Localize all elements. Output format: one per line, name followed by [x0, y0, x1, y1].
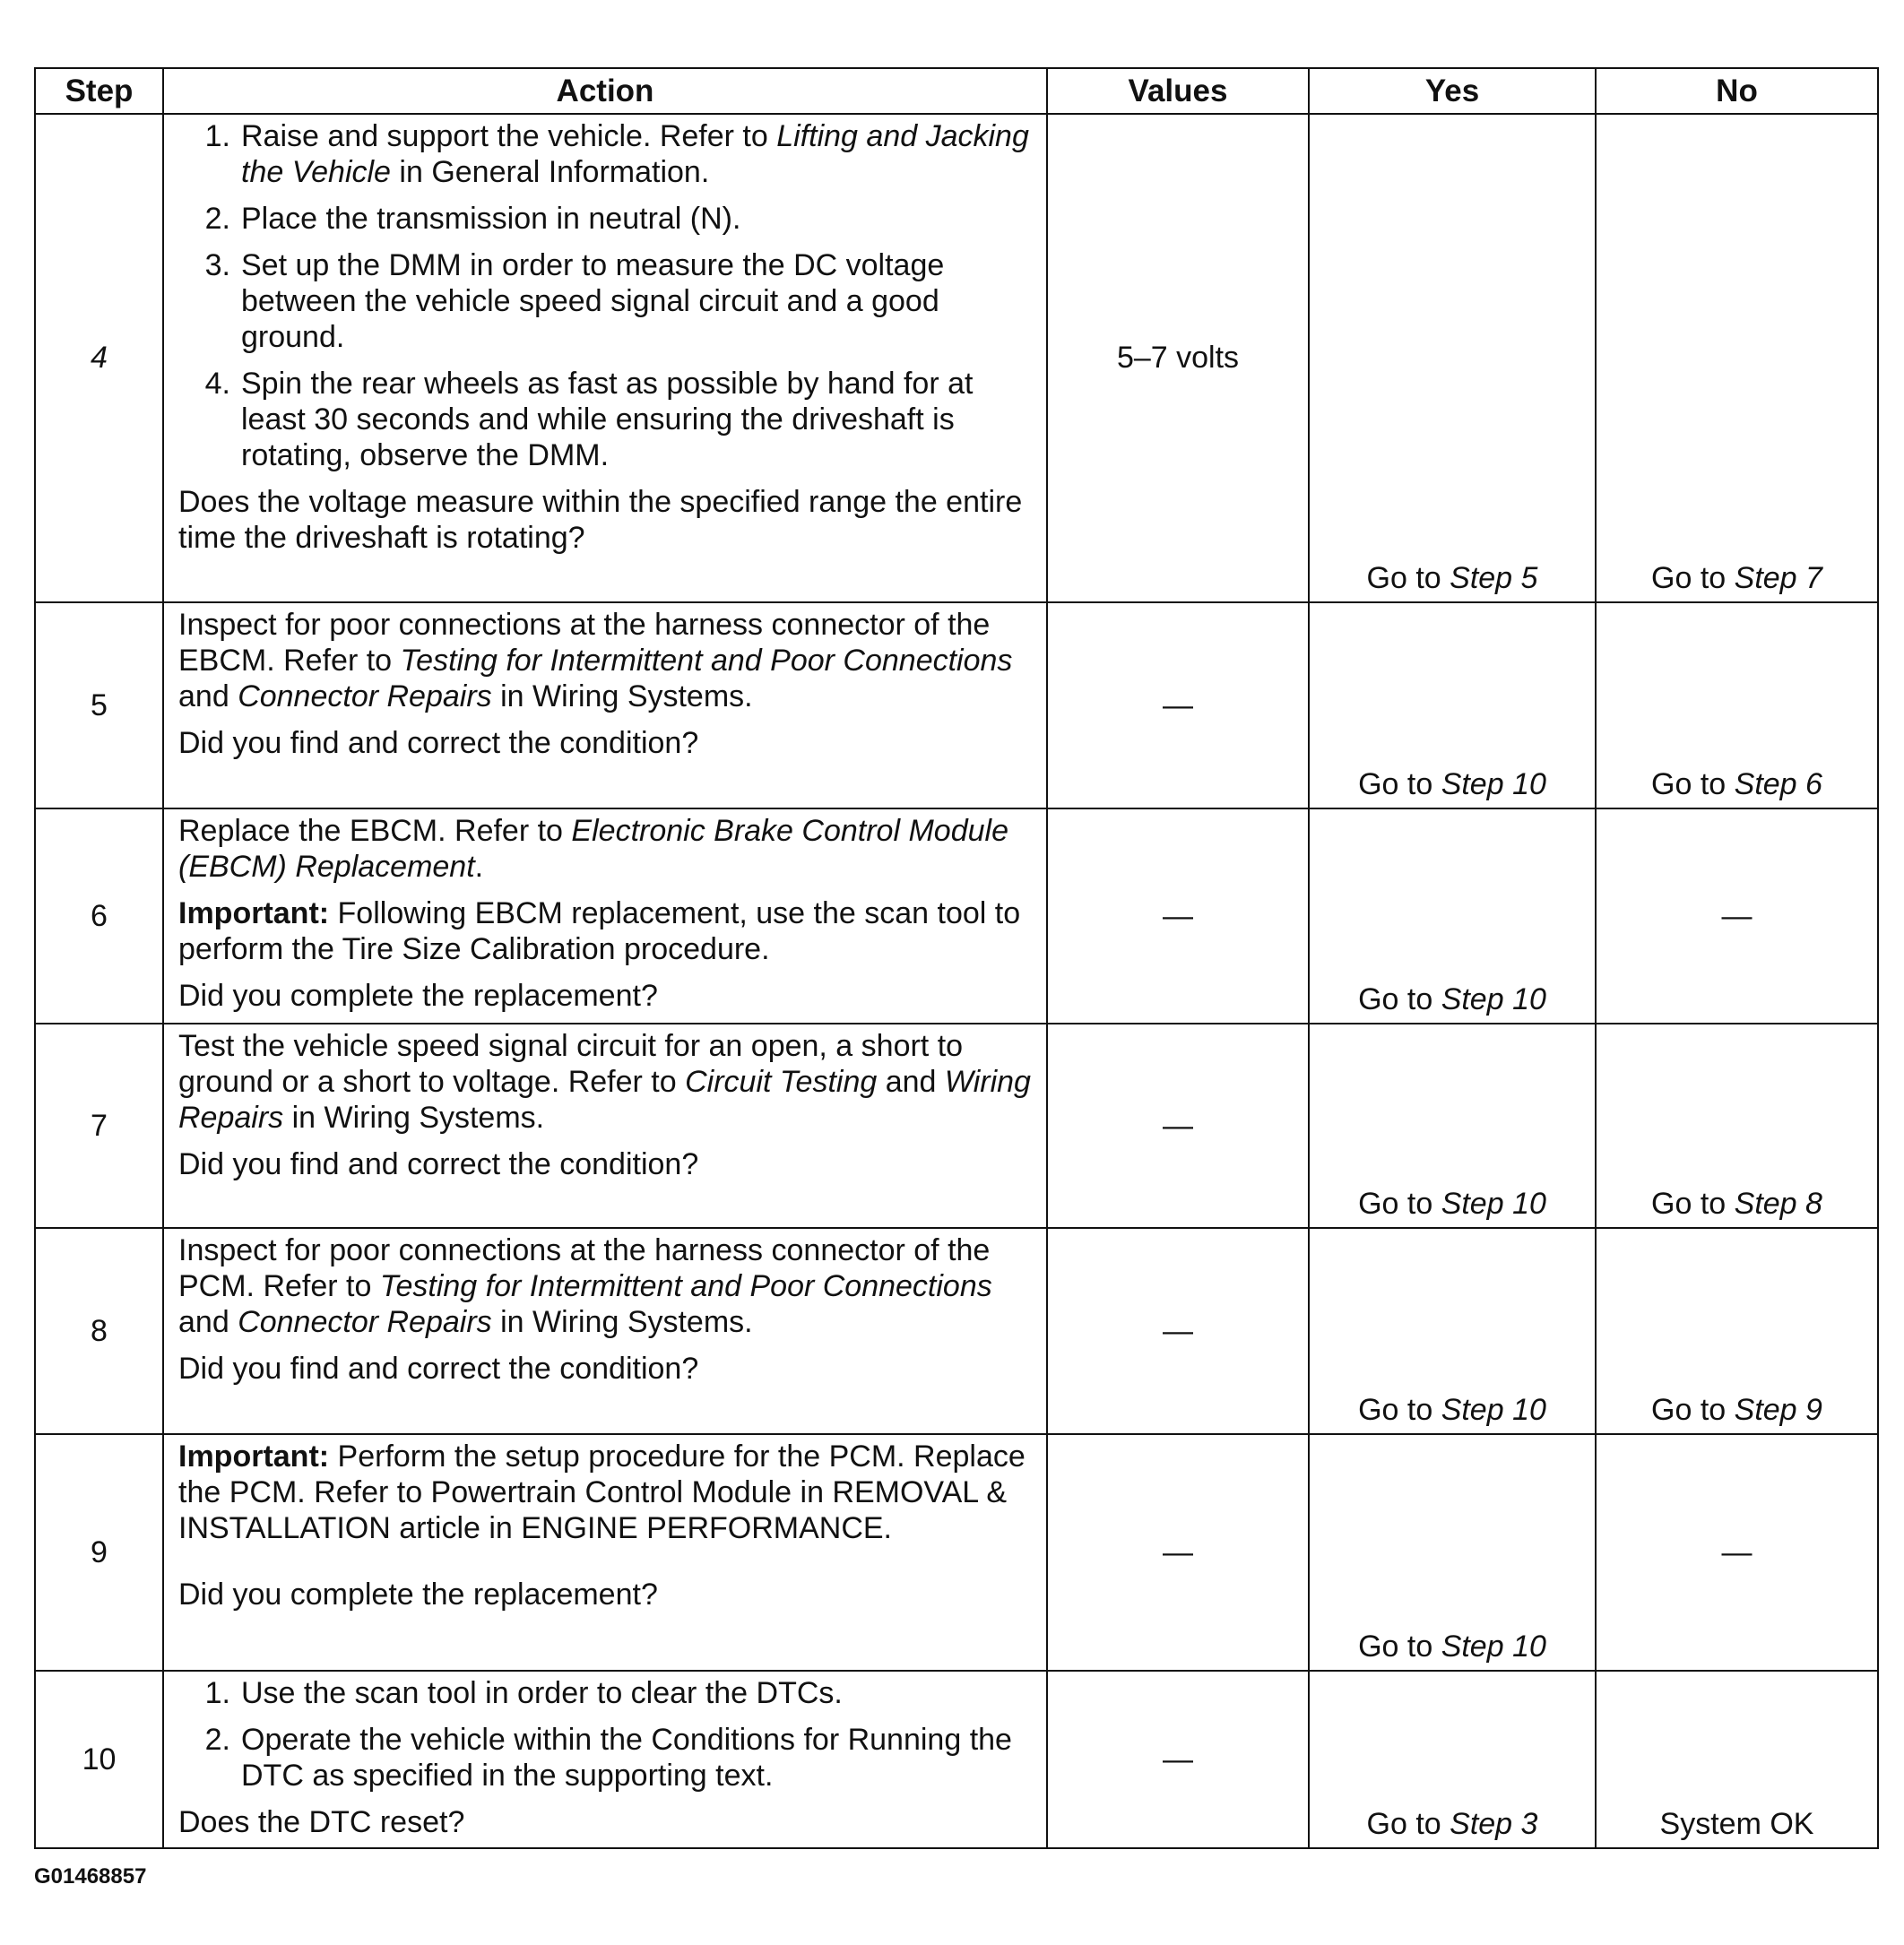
action-cell — [163, 1434, 1047, 1671]
important-text: Perform the setup procedure for the PCM. Replace the PCM. Refer to Powertrain Control Module in REMOVAL & INSTALLATION article in ENGINE PERFORMANCE. — [178, 1439, 1026, 1545]
item-number: 2. — [204, 202, 230, 236]
no-cell: — — [1596, 808, 1878, 1024]
important-label: Important: — [178, 896, 330, 930]
value-cell: — — [1047, 808, 1309, 1024]
action-text-part: in Wiring Systems. — [491, 679, 753, 713]
table-row-step-9 — [35, 1434, 1878, 1671]
value-cell: — — [1047, 602, 1309, 808]
value-cell: — — [1047, 1671, 1309, 1848]
table-row-step-4 — [35, 114, 1878, 602]
important-label: Important: — [178, 1439, 330, 1474]
figure-id: G01468857 — [34, 1864, 147, 1889]
item-text-ref: Lifting and Jacking the Vehicle — [241, 119, 1029, 189]
action-text-part: Replace the EBCM. Refer to — [178, 814, 572, 848]
action-cell — [163, 602, 1047, 808]
yes-prefix: Go to — [1358, 1629, 1441, 1664]
step-number: 5 — [35, 602, 163, 808]
no-step-link: Step 8 — [1734, 1187, 1822, 1221]
action-text-part: . — [474, 850, 484, 884]
action-text-part: and — [178, 1305, 238, 1339]
action-text-part: and — [178, 679, 238, 713]
action-text-part: in Wiring Systems. — [283, 1101, 545, 1135]
no-cell — [1596, 114, 1878, 602]
header-values: Values — [1047, 68, 1309, 114]
action-text — [178, 813, 1034, 885]
table-row-step-6 — [35, 808, 1878, 1024]
no-cell — [1596, 602, 1878, 808]
yes-step-link: Step 5 — [1450, 561, 1538, 595]
item-text: Place the transmission in neutral (N). — [241, 202, 741, 236]
yes-cell — [1309, 1228, 1596, 1434]
yes-step-link: Step 10 — [1441, 1393, 1546, 1427]
table-row-step-10 — [35, 1671, 1878, 1848]
action-text-part: Inspect for poor connections at the harness connector of the EBCM. Refer to — [178, 608, 991, 678]
no-cell: System OK — [1596, 1671, 1878, 1848]
action-text — [178, 1232, 1034, 1340]
value-cell: 5–7 volts — [1047, 114, 1309, 602]
action-text-ref: Circuit Testing — [685, 1065, 878, 1099]
step-number: 10 — [35, 1671, 163, 1848]
header-action: Action — [163, 68, 1047, 114]
no-step-link: Step 9 — [1734, 1393, 1822, 1427]
yes-prefix: Go to — [1358, 767, 1441, 801]
item-text: Operate the vehicle within the Conditions for Running the DTC as specified in the supporting text. — [241, 1723, 1012, 1793]
value-cell: — — [1047, 1228, 1309, 1434]
action-text-ref: Connector Repairs — [238, 1305, 492, 1339]
header-step: Step — [35, 68, 163, 114]
no-step-link: Step 7 — [1734, 561, 1822, 595]
table-row-step-5 — [35, 602, 1878, 808]
item-text-part: in General Information. — [390, 155, 710, 189]
important-note — [178, 895, 1034, 967]
yes-step-link: Step 10 — [1441, 1187, 1546, 1221]
action-cell — [163, 1228, 1047, 1434]
list-item — [178, 118, 1034, 190]
header-no: No — [1596, 68, 1878, 114]
list-item — [178, 247, 1034, 355]
question-text: Did you complete the replacement? — [178, 979, 658, 1013]
list-item — [178, 201, 1034, 237]
no-prefix: Go to — [1651, 767, 1735, 801]
no-prefix: Go to — [1651, 561, 1735, 595]
list-item — [178, 1675, 1034, 1711]
question-text: Does the voltage measure within the specified range the entire time the driveshaft is rotating? — [178, 485, 1023, 555]
step-number: 8 — [35, 1228, 163, 1434]
important-note — [178, 1439, 1034, 1546]
no-prefix: Go to — [1651, 1187, 1735, 1221]
item-text: Set up the DMM in order to measure the DC voltage between the vehicle speed signal circuit and a good ground. — [241, 248, 945, 354]
diagnostic-table — [34, 67, 1879, 1849]
item-number: 2. — [204, 1723, 230, 1757]
yes-step-link: Step 10 — [1441, 767, 1546, 801]
header-row — [35, 68, 1878, 114]
step-number: 6 — [35, 808, 163, 1024]
step-number: 7 — [35, 1024, 163, 1228]
value-cell: — — [1047, 1024, 1309, 1228]
action-text — [178, 607, 1034, 714]
step-number: 9 — [35, 1434, 163, 1671]
action-list — [178, 118, 1034, 473]
table-row-step-7 — [35, 1024, 1878, 1228]
action-text-part: Test the vehicle speed signal circuit for an open, a short to ground or a short to voltage. Refer to — [178, 1029, 964, 1099]
action-cell — [163, 808, 1047, 1024]
yes-prefix: Go to — [1358, 982, 1441, 1016]
step-number: 4 — [35, 114, 163, 602]
item-text — [241, 118, 1034, 190]
question-text: Did you find and correct the condition? — [178, 1352, 699, 1386]
no-cell: — — [1596, 1434, 1878, 1671]
yes-cell — [1309, 114, 1596, 602]
item-text: Spin the rear wheels as fast as possible by hand for at least 30 seconds and while ensuring the driveshaft is rotating, observe the DMM. — [241, 367, 974, 472]
important-text: Following EBCM replacement, use the scan tool to perform the Tire Size Calibration procedure. — [178, 896, 1021, 966]
item-number: 1. — [204, 119, 230, 153]
no-cell — [1596, 1024, 1878, 1228]
yes-step-link: Step 10 — [1441, 1629, 1546, 1664]
item-number: 4. — [204, 367, 230, 401]
question-text: Does the DTC reset? — [178, 1805, 465, 1839]
value-cell: — — [1047, 1434, 1309, 1671]
yes-prefix: Go to — [1358, 1187, 1441, 1221]
header-yes: Yes — [1309, 68, 1596, 114]
yes-step-link: Step 10 — [1441, 982, 1546, 1016]
action-text — [178, 1028, 1034, 1136]
table-row-step-8 — [35, 1228, 1878, 1434]
no-cell — [1596, 1228, 1878, 1434]
action-list — [178, 1675, 1034, 1794]
action-cell — [163, 1024, 1047, 1228]
item-number: 1. — [204, 1676, 230, 1710]
yes-cell — [1309, 1671, 1596, 1848]
action-text-ref: Testing for Intermittent and Poor Connections — [400, 644, 1013, 678]
yes-prefix: Go to — [1366, 1807, 1450, 1841]
question-text: Did you find and correct the condition? — [178, 1147, 699, 1181]
list-item — [178, 1722, 1034, 1794]
no-prefix: Go to — [1651, 1393, 1735, 1427]
item-text-part: Raise and support the vehicle. Refer to — [241, 119, 777, 153]
action-text-ref: Electronic Brake Control Module (EBCM) Replacement — [178, 814, 1008, 884]
list-item — [178, 366, 1034, 473]
yes-prefix: Go to — [1358, 1393, 1441, 1427]
action-text-part: in Wiring Systems. — [491, 1305, 753, 1339]
yes-prefix: Go to — [1366, 561, 1450, 595]
action-cell — [163, 114, 1047, 602]
item-number: 3. — [204, 248, 230, 282]
action-text-ref: Wiring Repairs — [178, 1065, 1031, 1135]
yes-cell — [1309, 808, 1596, 1024]
no-step-link: Step 6 — [1734, 767, 1822, 801]
item-text: Use the scan tool in order to clear the DTCs. — [241, 1676, 843, 1710]
yes-cell — [1309, 1434, 1596, 1671]
action-text-part: and — [877, 1065, 945, 1099]
question-text: Did you find and correct the condition? — [178, 726, 699, 760]
action-text-ref: Connector Repairs — [238, 679, 492, 713]
yes-cell — [1309, 1024, 1596, 1228]
action-cell — [163, 1671, 1047, 1848]
question-text: Did you complete the replacement? — [178, 1578, 658, 1612]
action-text-ref: Testing for Intermittent and Poor Connections — [379, 1269, 992, 1303]
yes-cell — [1309, 602, 1596, 808]
action-text-part: Inspect for poor connections at the harness connector of the PCM. Refer to — [178, 1233, 991, 1303]
yes-step-link: Step 3 — [1450, 1807, 1538, 1841]
